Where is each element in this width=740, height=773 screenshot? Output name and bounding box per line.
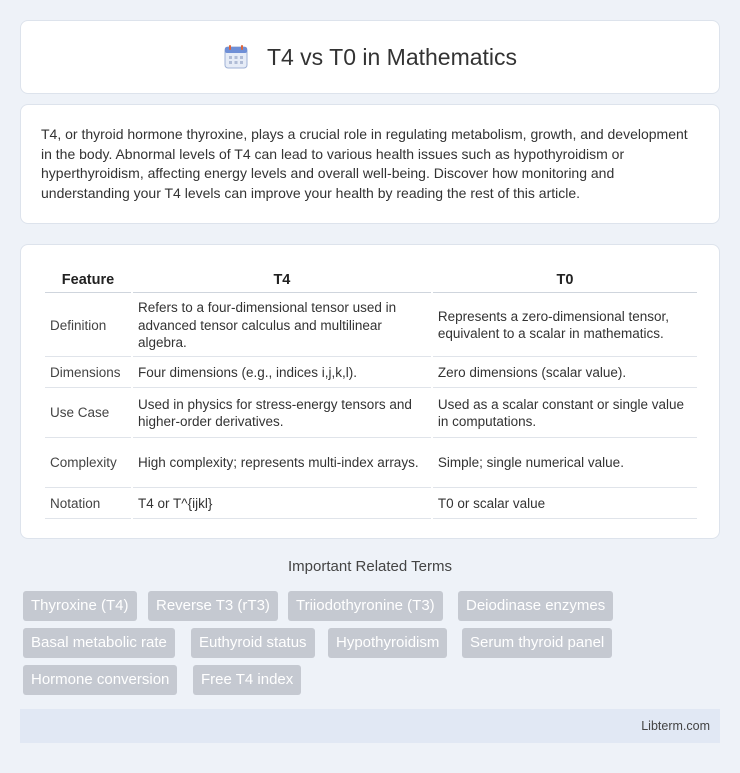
intro-card xyxy=(20,104,720,224)
feature-cell: Notation xyxy=(45,490,131,519)
tag-thyroxine[interactable]: Thyroxine (T4) xyxy=(23,591,137,621)
tag-hormone-conversion[interactable]: Hormone conversion xyxy=(23,665,177,695)
t4-cell: Refers to a four-dimensional tensor used in advanced tensor calculus and multilinear algebra. xyxy=(133,295,431,357)
intro-text: T4, or thyroid hormone thyroxine, plays a crucial role in regulating metabolism, growth, and development in the body. Abnormal levels of T4 can lead to various health issues such as hypothyroidism or hyperthyroidism, affecting energy levels and overall well-being. Discover how monitoring and understanding your T4 levels can improve your health by reading the rest of this article. xyxy=(41,126,688,201)
comparison-table xyxy=(43,265,699,521)
header-t0: T0 xyxy=(433,267,697,293)
footer xyxy=(20,709,720,743)
t4-cell: Used in physics for stress-energy tensors and higher-order derivatives. xyxy=(133,390,431,438)
t0-cell: Simple; single numerical value. xyxy=(433,440,697,488)
t0-cell: Represents a zero-dimensional tensor, equivalent to a scalar in mathematics. xyxy=(433,295,697,357)
calendar-icon xyxy=(223,44,249,70)
tag-basal-metabolic-rate[interactable]: Basal metabolic rate xyxy=(23,628,175,658)
t0-cell: Zero dimensions (scalar value). xyxy=(433,359,697,388)
header-feature: Feature xyxy=(45,267,131,293)
t4-cell: T4 or T^{ijkl} xyxy=(133,490,431,519)
table-row xyxy=(45,359,697,388)
tag-deiodinase-enzymes[interactable]: Deiodinase enzymes xyxy=(458,591,613,621)
feature-cell: Complexity xyxy=(45,440,131,488)
t4-cell: High complexity; represents multi-index arrays. xyxy=(133,440,431,488)
tag-euthyroid-status[interactable]: Euthyroid status xyxy=(191,628,315,658)
tag-free-t4-index[interactable]: Free T4 index xyxy=(193,665,301,695)
table-row xyxy=(45,490,697,519)
tag-hypothyroidism[interactable]: Hypothyroidism xyxy=(328,628,447,658)
comparison-card xyxy=(20,244,720,539)
header-t4: T4 xyxy=(133,267,431,293)
feature-cell: Use Case xyxy=(45,390,131,438)
tag-triiodothyronine[interactable]: Triiodothyronine (T3) xyxy=(288,591,443,621)
related-terms-title: Important Related Terms xyxy=(288,558,452,575)
table-row xyxy=(45,390,697,438)
feature-cell: Definition xyxy=(45,295,131,357)
title-card xyxy=(20,20,720,94)
page-title: T4 vs T0 in Mathematics xyxy=(266,43,518,70)
tag-reverse-t3[interactable]: Reverse T3 (rT3) xyxy=(148,591,278,621)
feature-cell: Dimensions xyxy=(45,359,131,388)
footer-site-link[interactable]: Libterm.com xyxy=(641,719,710,733)
t0-cell: Used as a scalar constant or single value in computations. xyxy=(433,390,697,438)
table-header-row xyxy=(45,267,697,293)
table-row xyxy=(45,440,697,488)
t0-cell: T0 or scalar value xyxy=(433,490,697,519)
tag-serum-thyroid-panel[interactable]: Serum thyroid panel xyxy=(462,628,612,658)
t4-cell: Four dimensions (e.g., indices i,j,k,l). xyxy=(133,359,431,388)
table-row xyxy=(45,295,697,357)
